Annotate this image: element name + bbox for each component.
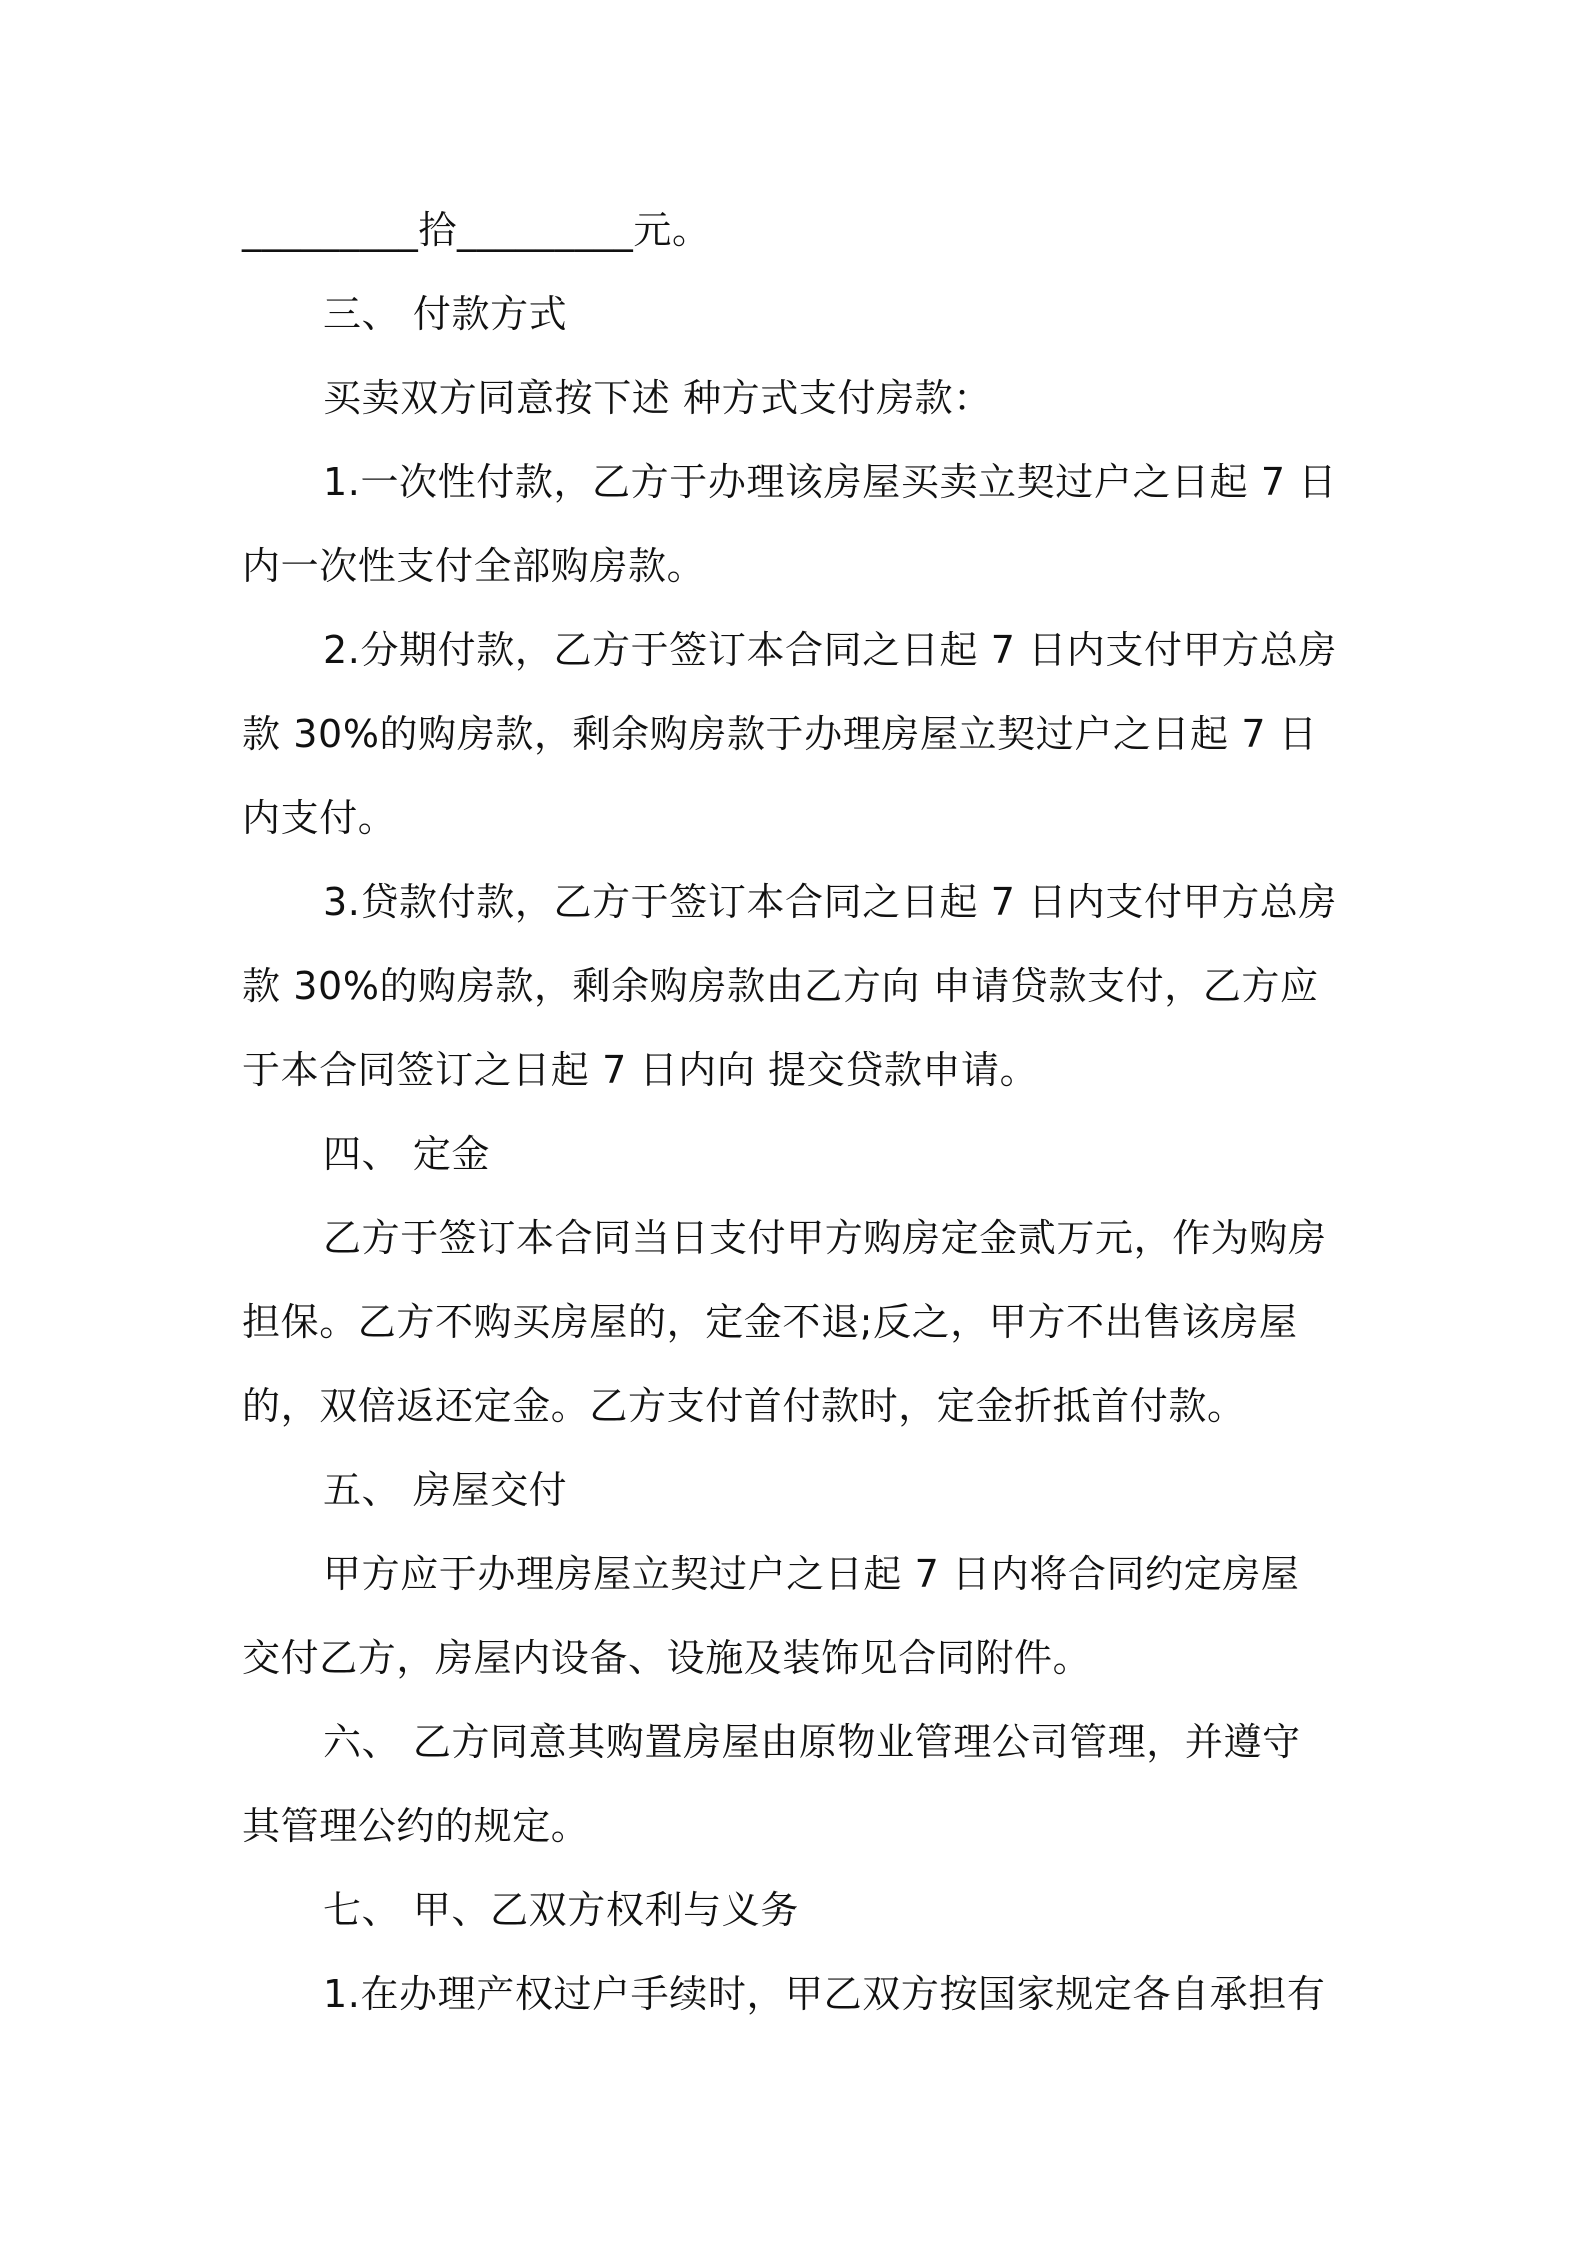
paragraph-line: 款 30%的购房款，剩余购房款由乙方向 申请贷款支付，乙方应 [242,964,1319,1008]
section-heading-rights-obligations: 七、 甲、乙双方权利与义务 [323,1888,799,1932]
section-heading-property-management: 六、 乙方同意其购置房屋由原物业管理公司管理，并遵守 [323,1720,1301,1764]
paragraph-line: 买卖双方同意按下述 种方式支付房款： [323,376,992,420]
section-heading-deposit: 四、 定金 [323,1132,491,1176]
paragraph-line: 担保。乙方不购买房屋的，定金不退;反之，甲方不出售该房屋 [242,1300,1298,1344]
section-heading-payment: 三、 付款方式 [323,292,568,336]
paragraph-line: 其管理公约的规定。 [242,1804,590,1848]
paragraph-line: 于本合同签订之日起 7 日内向 提交贷款申请。 [242,1048,1039,1092]
paragraph-line: 内支付。 [242,796,397,840]
paragraph-line: 甲方应于办理房屋立契过户之日起 7 日内将合同约定房屋 [323,1552,1300,1596]
paragraph-line: 交付乙方，房屋内设备、设施及装饰见合同附件。 [242,1636,1092,1680]
amount-line: _________拾_________元。 [242,208,711,252]
paragraph-line: 内一次性支付全部购房款。 [242,544,706,588]
paragraph-line: 1.在办理产权过户手续时，甲乙双方按国家规定各自承担有 [323,1972,1326,2016]
section-heading-delivery: 五、 房屋交付 [323,1468,568,1512]
paragraph-line: 3.贷款付款，乙方于签订本合同之日起 7 日内支付甲方总房 [323,880,1337,924]
paragraph-line: 2.分期付款，乙方于签订本合同之日起 7 日内支付甲方总房 [323,628,1337,672]
paragraph-line: 乙方于签订本合同当日支付甲方购房定金贰万元，作为购房 [323,1216,1327,1260]
paragraph-line: 款 30%的购房款，剩余购房款于办理房屋立契过户之日起 7 日 [242,712,1318,756]
paragraph-line: 的，双倍返还定金。乙方支付首付款时，定金折抵首付款。 [242,1384,1246,1428]
paragraph-line: 1.一次性付款，乙方于办理该房屋买卖立契过户之日起 7 日 [323,460,1337,504]
